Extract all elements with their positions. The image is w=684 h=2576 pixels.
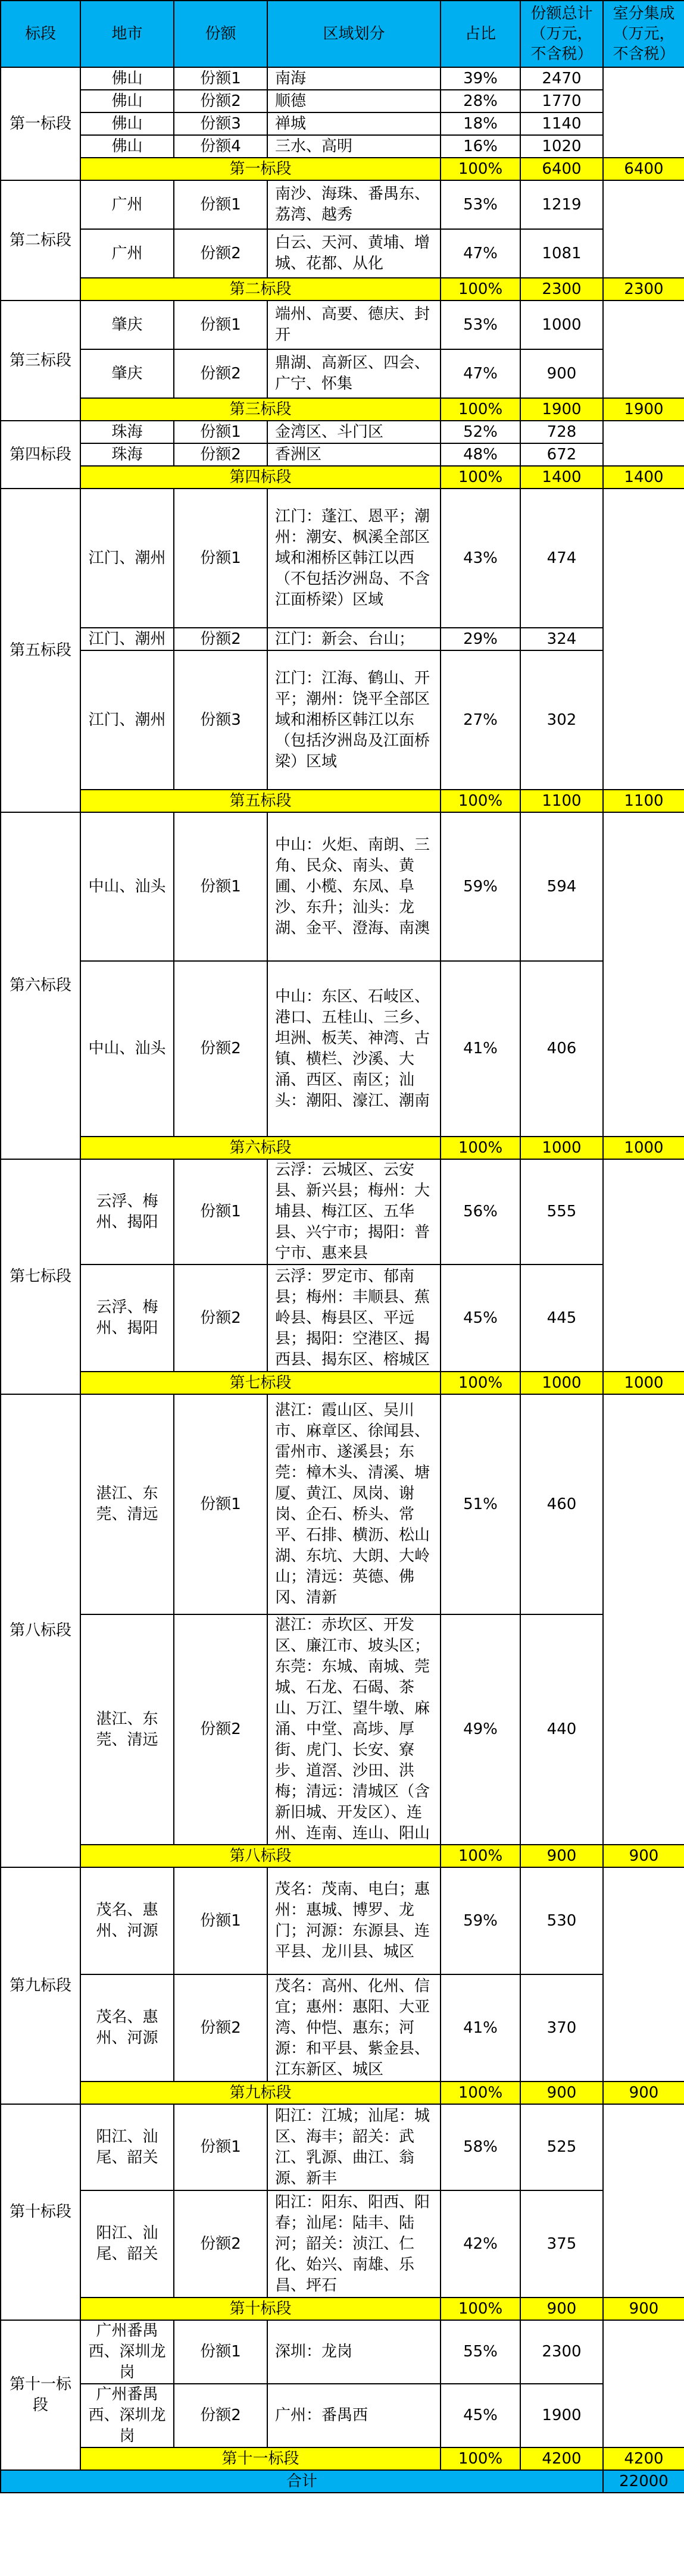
total-row: [1, 2470, 684, 2493]
region-cell: 三水、高明: [267, 135, 441, 158]
region-cell: 南海: [267, 67, 441, 90]
subtotal-ratio: 100%: [441, 790, 520, 812]
city-cell: 佛山: [80, 90, 174, 112]
collected-cell: [603, 421, 684, 466]
region-cell: 阳江：江城；汕尾：城区、海丰；韶关：武江、乳源、曲江、翁源、新丰: [267, 2104, 441, 2190]
subtotal-row: [1, 1845, 684, 1867]
region-cell: 香洲区: [267, 443, 441, 466]
subtotal-label: 第十标段: [80, 2298, 441, 2320]
segment-name-cell: 第十标段: [1, 2104, 80, 2320]
city-cell: 广州: [80, 180, 174, 229]
segment-name-cell: 第八标段: [1, 1394, 80, 1867]
subtotal-amount: 900: [520, 1845, 603, 1867]
subtotal-ratio: 100%: [441, 278, 520, 301]
region-cell: 湛江：霞山区、吴川市、麻章区、徐闻县、雷州市、遂溪县；东莞：樟木头、清溪、塘厦、黄江、凤岗、谢岗、企石、桥头、常平、石排、横沥、松山湖、东坑、大朗、大岭山；清远：英德、佛冈、清新: [267, 1394, 441, 1614]
subtotal-label: 第三标段: [80, 398, 441, 421]
table-row: [1, 2190, 684, 2298]
table-row: [1, 2320, 684, 2384]
region-cell: 茂名：茂南、电白；惠州：惠城、博罗、龙门；河源：东源县、连平县、龙川县、城区: [267, 1867, 441, 1974]
subtotal-row: [1, 398, 684, 421]
share-cell: 份额4: [174, 135, 267, 158]
share-cell: 份额2: [174, 1974, 267, 2082]
table-row: [1, 1974, 684, 2082]
city-cell: 江门、潮州: [80, 628, 174, 650]
share-cell: 份额2: [174, 1614, 267, 1845]
city-cell: 广州番禺西、深圳龙岗: [80, 2384, 174, 2447]
header-share: 份额: [174, 1, 267, 67]
share-cell: 份额2: [174, 1264, 267, 1372]
subtotal-row: [1, 2298, 684, 2320]
amount-cell: 406: [520, 961, 603, 1137]
ratio-cell: 39%: [441, 67, 520, 90]
ratio-cell: 48%: [441, 443, 520, 466]
subtotal-collected: 2300: [603, 278, 684, 301]
segment-name-cell: 第一标段: [1, 67, 80, 180]
ratio-cell: 42%: [441, 2190, 520, 2298]
amount-cell: 1081: [520, 229, 603, 278]
amount-cell: 2300: [520, 2320, 603, 2384]
city-cell: 江门、潮州: [80, 489, 174, 628]
region-cell: 江门：江海、鹤山、开平；潮州：饶平全部区域和湘桥区韩江以东（包括汐洲岛及江面桥梁）区域: [267, 650, 441, 790]
amount-cell: 672: [520, 443, 603, 466]
subtotal-row: [1, 158, 684, 180]
table-row: [1, 812, 684, 961]
region-cell: 阳江：阳东、阳西、阳春；汕尾：陆丰、陆河；韶关：浈江、仁化、始兴、南雄、乐昌、坪石: [267, 2190, 441, 2298]
share-cell: 份额1: [174, 1159, 267, 1264]
amount-cell: 1900: [520, 2384, 603, 2447]
table-row: [1, 112, 684, 135]
amount-cell: 1770: [520, 90, 603, 112]
region-cell: 南沙、海珠、番禺东、荔湾、越秀: [267, 180, 441, 229]
collected-cell: [603, 1394, 684, 1845]
city-cell: 茂名、惠州、河源: [80, 1974, 174, 2082]
ratio-cell: 47%: [441, 349, 520, 398]
subtotal-row: [1, 278, 684, 301]
city-cell: 阳江、汕尾、韶关: [80, 2190, 174, 2298]
table-row: [1, 1867, 684, 1974]
region-cell: 中山：火炬、南朗、三角、民众、南头、黄圃、小榄、东凤、阜沙、东升；汕头：龙湖、金平、澄海、南澳: [267, 812, 441, 961]
subtotal-label: 第四标段: [80, 466, 441, 489]
segment-name-cell: 第三标段: [1, 301, 80, 421]
amount-cell: 1140: [520, 112, 603, 135]
subtotal-collected: 1100: [603, 790, 684, 812]
ratio-cell: 49%: [441, 1614, 520, 1845]
segment-name-cell: 第五标段: [1, 489, 80, 812]
ratio-cell: 58%: [441, 2104, 520, 2190]
ratio-cell: 29%: [441, 628, 520, 650]
subtotal-amount: 2300: [520, 278, 603, 301]
subtotal-collected: 1000: [603, 1137, 684, 1159]
region-cell: 云浮：罗定市、郁南县；梅州：丰顺县、蕉岭县、梅县区、平远县；揭阳：空港区、揭西县、揭东区、榕城区: [267, 1264, 441, 1372]
city-cell: 广州: [80, 229, 174, 278]
subtotal-collected: 1400: [603, 466, 684, 489]
amount-cell: 530: [520, 1867, 603, 1974]
share-cell: 份额1: [174, 812, 267, 961]
city-cell: 珠海: [80, 421, 174, 443]
table-row: [1, 1614, 684, 1845]
subtotal-amount: 900: [520, 2082, 603, 2104]
header-row: [1, 1, 684, 67]
segment-name-cell: 第十一标段: [1, 2320, 80, 2470]
city-cell: 江门、潮州: [80, 650, 174, 790]
collected-cell: [603, 2320, 684, 2447]
amount-cell: 525: [520, 2104, 603, 2190]
ratio-cell: 16%: [441, 135, 520, 158]
subtotal-label: 第五标段: [80, 790, 441, 812]
amount-cell: 1000: [520, 301, 603, 349]
region-cell: 金湾区、斗门区: [267, 421, 441, 443]
city-cell: 珠海: [80, 443, 174, 466]
subtotal-amount: 900: [520, 2298, 603, 2320]
share-cell: 份额1: [174, 2104, 267, 2190]
subtotal-amount: 1900: [520, 398, 603, 421]
ratio-cell: 18%: [441, 112, 520, 135]
table-row: [1, 90, 684, 112]
share-cell: 份额1: [174, 489, 267, 628]
subtotal-ratio: 100%: [441, 466, 520, 489]
city-cell: 云浮、梅州、揭阳: [80, 1264, 174, 1372]
segment-name-cell: 第二标段: [1, 180, 80, 301]
region-cell: 江门：新会、台山；: [267, 628, 441, 650]
share-cell: 份额2: [174, 961, 267, 1137]
table-row: [1, 1394, 684, 1614]
table-row: [1, 1264, 684, 1372]
header-ratio: 占比: [441, 1, 520, 67]
total-label: 合计: [1, 2470, 603, 2493]
subtotal-collected: 6400: [603, 158, 684, 180]
amount-cell: 1219: [520, 180, 603, 229]
share-cell: 份额1: [174, 1867, 267, 1974]
table-row: [1, 180, 684, 229]
subtotal-amount: 1400: [520, 466, 603, 489]
share-cell: 份额3: [174, 650, 267, 790]
amount-cell: 302: [520, 650, 603, 790]
region-cell: 深圳：龙岗: [267, 2320, 441, 2384]
subtotal-ratio: 100%: [441, 398, 520, 421]
subtotal-row: [1, 2082, 684, 2104]
table-row: [1, 135, 684, 158]
share-cell: 份额2: [174, 443, 267, 466]
subtotal-ratio: 100%: [441, 2447, 520, 2470]
collected-cell: [603, 301, 684, 398]
table-row: [1, 301, 684, 349]
city-cell: 湛江、东莞、清远: [80, 1394, 174, 1614]
amount-cell: 474: [520, 489, 603, 628]
share-cell: 份额2: [174, 2384, 267, 2447]
subtotal-ratio: 100%: [441, 1845, 520, 1867]
subtotal-ratio: 100%: [441, 158, 520, 180]
subtotal-label: 第十一标段: [80, 2447, 441, 2470]
header-segment: 标段: [1, 1, 80, 67]
share-cell: 份额1: [174, 421, 267, 443]
amount-cell: 375: [520, 2190, 603, 2298]
city-cell: 佛山: [80, 112, 174, 135]
ratio-cell: 28%: [441, 90, 520, 112]
amount-cell: 2470: [520, 67, 603, 90]
region-cell: 广州：番禺西: [267, 2384, 441, 2447]
subtotal-label: 第九标段: [80, 2082, 441, 2104]
segment-name-cell: 第六标段: [1, 812, 80, 1159]
amount-cell: 370: [520, 1974, 603, 2082]
ratio-cell: 51%: [441, 1394, 520, 1614]
subtotal-collected: 4200: [603, 2447, 684, 2470]
subtotal-label: 第六标段: [80, 1137, 441, 1159]
subtotal-label: 第一标段: [80, 158, 441, 180]
region-cell: 云浮：云城区、云安县、新兴县；梅州：大埔县、梅江区、五华县、兴宁市；揭阳：普宁市、惠来县: [267, 1159, 441, 1264]
subtotal-ratio: 100%: [441, 1372, 520, 1394]
subtotal-ratio: 100%: [441, 2082, 520, 2104]
header-region: 区域划分: [267, 1, 441, 67]
region-cell: 茂名：高州、化州、信宜；惠州：惠阳、大亚湾、仲恺、惠东；河源：和平县、紫金县、江东新区、城区: [267, 1974, 441, 2082]
region-cell: 顺德: [267, 90, 441, 112]
header-amount: 份额总计（万元，不含税）: [520, 1, 603, 67]
ratio-cell: 53%: [441, 301, 520, 349]
ratio-cell: 43%: [441, 489, 520, 628]
ratio-cell: 59%: [441, 1867, 520, 1974]
ratio-cell: 45%: [441, 2384, 520, 2447]
city-cell: 肇庆: [80, 301, 174, 349]
share-cell: 份额3: [174, 112, 267, 135]
subtotal-label: 第八标段: [80, 1845, 441, 1867]
subtotal-label: 第二标段: [80, 278, 441, 301]
share-cell: 份额2: [174, 90, 267, 112]
table-row: [1, 961, 684, 1137]
region-cell: 湛江：赤坎区、开发区、廉江市、坡头区；东莞：东城、南城、莞城、石龙、石碣、茶山、万江、望牛墩、麻涌、中堂、高埗、厚街、虎门、长安、寮步、道滘、沙田、洪梅；清远：清城区（含新旧城、开发区）、连州、连南、连山、阳山: [267, 1614, 441, 1845]
header-city: 地市: [80, 1, 174, 67]
subtotal-label: 第七标段: [80, 1372, 441, 1394]
region-cell: 白云、天河、黄埔、增城、花都、从化: [267, 229, 441, 278]
amount-cell: 728: [520, 421, 603, 443]
collected-cell: [603, 489, 684, 790]
ratio-cell: 52%: [441, 421, 520, 443]
share-cell: 份额2: [174, 628, 267, 650]
amount-cell: 460: [520, 1394, 603, 1614]
subtotal-collected: 900: [603, 2298, 684, 2320]
city-cell: 中山、汕头: [80, 961, 174, 1137]
table-row: [1, 650, 684, 790]
ratio-cell: 41%: [441, 961, 520, 1137]
share-cell: 份额1: [174, 67, 267, 90]
subtotal-collected: 900: [603, 2082, 684, 2104]
subtotal-row: [1, 1137, 684, 1159]
header-collected: 室分集成（万元，不含税）: [603, 1, 684, 67]
region-cell: 禅城: [267, 112, 441, 135]
ratio-cell: 27%: [441, 650, 520, 790]
collected-cell: [603, 67, 684, 158]
ratio-cell: 41%: [441, 1974, 520, 2082]
ratio-cell: 45%: [441, 1264, 520, 1372]
subtotal-row: [1, 466, 684, 489]
segment-name-cell: 第九标段: [1, 1867, 80, 2104]
subtotal-ratio: 100%: [441, 2298, 520, 2320]
segment-name-cell: 第四标段: [1, 421, 80, 489]
share-cell: 份额2: [174, 2190, 267, 2298]
share-cell: 份额1: [174, 180, 267, 229]
subtotal-amount: 6400: [520, 158, 603, 180]
amount-cell: 555: [520, 1159, 603, 1264]
region-cell: 中山：东区、石岐区、港口、五桂山、三乡、坦洲、板芙、神湾、古镇、横栏、沙溪、大涌、西区、南区；汕头：潮阳、濠江、潮南: [267, 961, 441, 1137]
collected-cell: [603, 1159, 684, 1372]
total-collected: 22000: [603, 2470, 684, 2493]
ratio-cell: 59%: [441, 812, 520, 961]
subtotal-row: [1, 790, 684, 812]
city-cell: 湛江、东莞、清远: [80, 1614, 174, 1845]
collected-cell: [603, 2104, 684, 2298]
table-row: [1, 229, 684, 278]
table-row: [1, 2384, 684, 2447]
amount-cell: 445: [520, 1264, 603, 1372]
city-cell: 佛山: [80, 135, 174, 158]
city-cell: 云浮、梅州、揭阳: [80, 1159, 174, 1264]
city-cell: 中山、汕头: [80, 812, 174, 961]
city-cell: 阳江、汕尾、韶关: [80, 2104, 174, 2190]
ratio-cell: 56%: [441, 1159, 520, 1264]
share-cell: 份额2: [174, 349, 267, 398]
city-cell: 肇庆: [80, 349, 174, 398]
amount-cell: 1020: [520, 135, 603, 158]
subtotal-ratio: 100%: [441, 1137, 520, 1159]
collected-cell: [603, 812, 684, 1137]
ratio-cell: 55%: [441, 2320, 520, 2384]
table-row: [1, 349, 684, 398]
subtotal-amount: 4200: [520, 2447, 603, 2470]
subtotal-amount: 1100: [520, 790, 603, 812]
ratio-cell: 47%: [441, 229, 520, 278]
subtotal-collected: 900: [603, 1845, 684, 1867]
collected-cell: [603, 1867, 684, 2082]
amount-cell: 594: [520, 812, 603, 961]
city-cell: 佛山: [80, 67, 174, 90]
table-row: [1, 443, 684, 466]
table-row: [1, 489, 684, 628]
subtotal-collected: 1000: [603, 1372, 684, 1394]
collected-cell: [603, 180, 684, 278]
amount-cell: 324: [520, 628, 603, 650]
amount-cell: 440: [520, 1614, 603, 1845]
share-cell: 份额2: [174, 229, 267, 278]
city-cell: 茂名、惠州、河源: [80, 1867, 174, 1974]
table-row: [1, 628, 684, 650]
table-row: [1, 67, 684, 90]
table-row: [1, 421, 684, 443]
region-cell: 鼎湖、高新区、四会、广宁、怀集: [267, 349, 441, 398]
city-cell: 广州番禺西、深圳龙岗: [80, 2320, 174, 2384]
segment-name-cell: 第七标段: [1, 1159, 80, 1394]
ratio-cell: 53%: [441, 180, 520, 229]
share-cell: 份额1: [174, 301, 267, 349]
subtotal-collected: 1900: [603, 398, 684, 421]
share-cell: 份额1: [174, 1394, 267, 1614]
subtotal-amount: 1000: [520, 1137, 603, 1159]
region-cell: 端州、高要、德庆、封开: [267, 301, 441, 349]
subtotal-row: [1, 2447, 684, 2470]
subtotal-row: [1, 1372, 684, 1394]
amount-cell: 900: [520, 349, 603, 398]
region-cell: 江门：蓬江、恩平；潮州：潮安、枫溪全部区域和湘桥区韩江以西（不包括汐洲岛、不含江面桥梁）区域: [267, 489, 441, 628]
table-row: [1, 2104, 684, 2190]
subtotal-amount: 1000: [520, 1372, 603, 1394]
share-cell: 份额1: [174, 2320, 267, 2384]
table-row: [1, 1159, 684, 1264]
